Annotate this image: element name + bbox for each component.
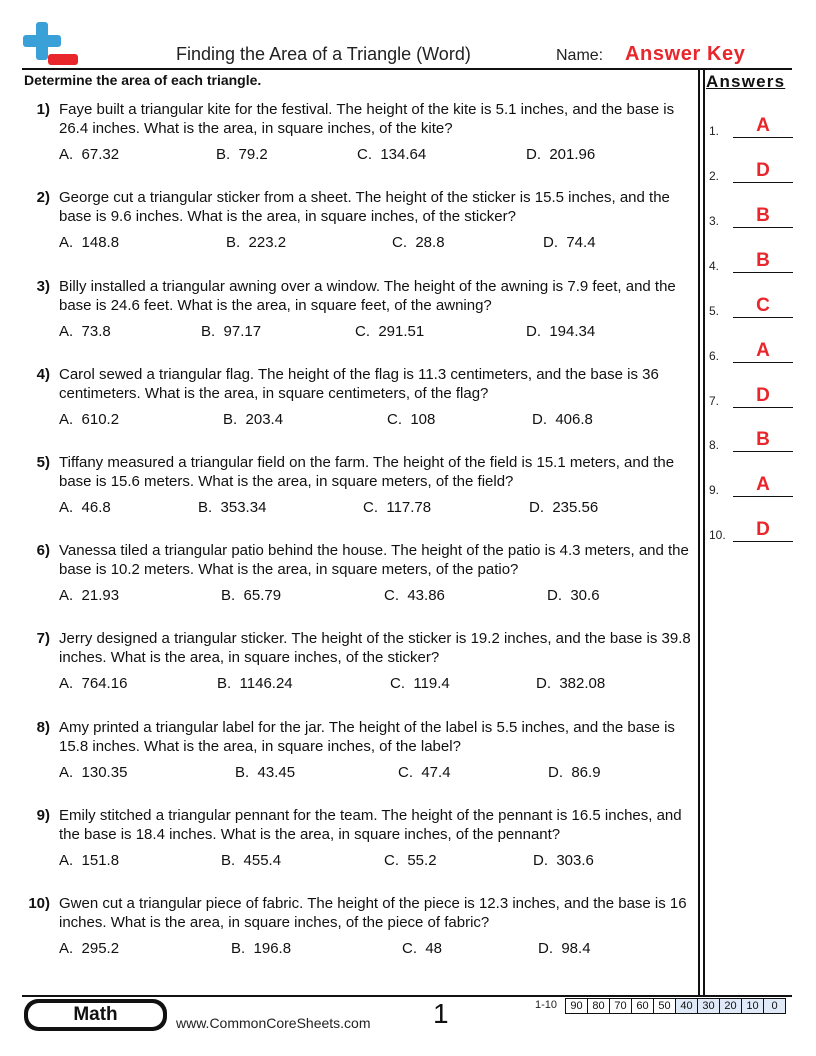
question-number: 3) — [36, 278, 50, 295]
choice-c[interactable]: C. 134.64 — [357, 146, 427, 163]
answer-item — [709, 519, 793, 542]
choice-d[interactable]: D. 235.56 — [529, 499, 599, 516]
question-text: Faye built a triangular kite for the festival. The height of the kite is 5.1 inches, and the base is 26.4 inches. What is the area, in square inches, of the kite? — [59, 101, 675, 137]
answer-value: C — [756, 295, 770, 316]
answers-heading: Answers — [706, 72, 786, 91]
answer-line — [733, 137, 793, 138]
choice-c[interactable]: C. 48 — [402, 940, 443, 957]
answer-line — [733, 272, 793, 273]
question-text: Billy installed a triangular awning over a window. The height of the awning is 7.9 feet, and the base is 24.6 feet. What is the area, in square feet, of the awning? — [59, 278, 676, 314]
answer-line — [733, 541, 793, 542]
answer-line — [733, 227, 793, 228]
choice-c[interactable]: C. 108 — [387, 411, 436, 428]
choice-c[interactable]: C. 117.78 — [363, 499, 432, 516]
answer-line — [733, 182, 793, 183]
choice-b[interactable]: B. 1146.24 — [217, 675, 293, 692]
choice-a[interactable]: A. 73.8 — [59, 323, 111, 340]
answer-line — [733, 317, 793, 318]
question-text: Vanessa tiled a triangular patio behind the house. The height of the patio is 4.3 meters, and the base is 10.2 meters. What is the area, in square meters, of the patio? — [59, 542, 689, 578]
question-text: Amy printed a triangular label for the jar. The height of the label is 5.5 inches, and the base is 15.8 inches. What is the area, in square inches, of the label? — [59, 719, 675, 755]
answer-number: 8. — [709, 438, 720, 452]
score-cell: 10 — [742, 999, 764, 1014]
answer-item — [709, 340, 793, 363]
answer-number: 1. — [709, 124, 720, 138]
choice-b[interactable]: B. 97.17 — [201, 323, 262, 340]
choice-b[interactable]: B. 196.8 — [231, 940, 292, 957]
choice-d[interactable]: D. 98.4 — [538, 940, 591, 957]
choice-a[interactable]: A. 295.2 — [59, 940, 120, 957]
choice-b[interactable]: B. 79.2 — [216, 146, 268, 163]
header-divider — [22, 68, 792, 70]
choice-a[interactable]: A. 148.8 — [59, 234, 120, 251]
answer-value: A — [756, 340, 770, 361]
question-text: Emily stitched a triangular pennant for the team. The height of the pennant is 16.5 inches, and the base is 18.4 inches. What is the area, in square inches, of the pennant? — [59, 807, 682, 843]
answer-column-divider-inner — [703, 68, 705, 996]
answer-value: B — [756, 429, 770, 450]
answer-number: 5. — [709, 304, 720, 318]
answer-item — [709, 205, 793, 228]
answer-number: 10. — [709, 528, 726, 542]
question-text: Carol sewed a triangular flag. The height of the flag is 11.3 centimeters, and the base is 36 centimeters. What is the area, in square centimeters, of the flag? — [59, 366, 659, 402]
worksheet-title: Finding the Area of a Triangle (Word) — [176, 44, 471, 64]
question-text: Jerry designed a triangular sticker. The height of the sticker is 19.2 inches, and the base is 39.8 inches. What is the area, in square inches, of the sticker? — [59, 630, 691, 666]
choice-c[interactable]: C. 291.51 — [355, 323, 425, 340]
score-cell: 20 — [720, 999, 742, 1014]
subject-label: Math — [28, 1003, 163, 1027]
choice-a[interactable]: A. 67.32 — [59, 146, 120, 163]
question-text: Tiffany measured a triangular field on the farm. The height of the field is 15.1 meters, and the base is 15.6 meters. What is the area, in square meters, of the field? — [59, 454, 675, 490]
answer-item — [709, 429, 793, 452]
choice-b[interactable]: B. 65.79 — [221, 587, 282, 604]
answer-line — [733, 451, 793, 452]
name-label: Name: — [556, 47, 604, 64]
score-cell: 80 — [588, 999, 610, 1014]
answer-value: A — [756, 115, 770, 136]
question-number: 9) — [36, 807, 50, 824]
answer-number: 7. — [709, 394, 720, 408]
answer-value: D — [756, 385, 770, 406]
choice-c[interactable]: C. 55.2 — [384, 852, 437, 869]
answer-item — [709, 115, 793, 138]
choice-a[interactable]: A. 130.35 — [59, 764, 128, 781]
question-number: 2) — [36, 189, 50, 206]
choice-c[interactable]: C. 47.4 — [398, 764, 451, 781]
choice-a[interactable]: A. 764.16 — [59, 675, 128, 692]
choice-d[interactable]: D. 303.6 — [533, 852, 594, 869]
choice-c[interactable]: C. 119.4 — [390, 675, 450, 692]
score-cell: 90 — [566, 999, 588, 1014]
choice-a[interactable]: A. 21.93 — [59, 587, 120, 604]
choice-a[interactable]: A. 610.2 — [59, 411, 120, 428]
answer-item — [709, 385, 793, 408]
score-cell: 0 — [764, 999, 786, 1014]
choice-c[interactable]: C. 28.8 — [392, 234, 445, 251]
choice-d[interactable]: D. 406.8 — [532, 411, 593, 428]
answer-item — [709, 295, 793, 318]
question-text: Gwen cut a triangular piece of fabric. The height of the piece is 12.3 inches, and the base is 16 inches. What is the area, in square inches, of the piece of fabric? — [59, 895, 687, 931]
question-text: George cut a triangular sticker from a sheet. The height of the sticker is 15.5 inches, and the base is 9.6 inches. What is the area, in square inches, of the sticker? — [59, 189, 670, 225]
answer-item — [709, 474, 793, 497]
answer-number: 9. — [709, 483, 720, 497]
answer-number: 4. — [709, 259, 720, 273]
answer-number: 6. — [709, 349, 720, 363]
choice-a[interactable]: A. 151.8 — [59, 852, 120, 869]
choice-d[interactable]: D. 86.9 — [548, 764, 601, 781]
score-table — [565, 998, 786, 1014]
score-cell: 70 — [610, 999, 632, 1014]
question-number: 8) — [36, 719, 50, 736]
answer-item — [709, 160, 793, 183]
score-cell: 50 — [654, 999, 676, 1014]
choice-b[interactable]: B. 203.4 — [223, 411, 284, 428]
score-range-label: 1-10 — [535, 999, 558, 1011]
question-number: 6) — [36, 542, 50, 559]
instructions: Determine the area of each triangle. — [24, 72, 262, 88]
question-number: 4) — [36, 366, 50, 383]
choice-d[interactable]: D. 201.96 — [526, 146, 596, 163]
choice-b[interactable]: B. 455.4 — [221, 852, 282, 869]
score-cell: 30 — [698, 999, 720, 1014]
plus-minus-logo-icon — [22, 22, 80, 66]
answer-line — [733, 496, 793, 497]
website-link[interactable]: www.CommonCoreSheets.com — [176, 1015, 371, 1031]
subject-badge — [24, 999, 167, 1031]
answer-number: 3. — [709, 214, 720, 228]
choice-b[interactable]: B. 353.34 — [198, 499, 267, 516]
answer-line — [733, 407, 793, 408]
question-number: 7) — [36, 630, 50, 647]
answer-value: D — [756, 519, 770, 540]
page-number: 1 — [433, 998, 449, 1029]
answer-value: B — [756, 250, 770, 271]
answer-item — [709, 250, 793, 273]
answer-line — [733, 362, 793, 363]
choice-c[interactable]: C. 43.86 — [384, 587, 445, 604]
question-number: 1) — [36, 101, 50, 118]
question-number: 10) — [28, 895, 50, 912]
question-number: 5) — [36, 454, 50, 471]
footer-divider — [22, 995, 792, 997]
choice-d[interactable]: D. 382.08 — [536, 675, 606, 692]
choice-b[interactable]: B. 223.2 — [226, 234, 287, 251]
score-cell: 40 — [676, 999, 698, 1014]
answer-key-label: Answer Key — [625, 43, 746, 65]
score-cell: 60 — [632, 999, 654, 1014]
answer-value: D — [756, 160, 770, 181]
answer-value: A — [756, 474, 770, 495]
answer-value: B — [756, 205, 770, 226]
choice-a[interactable]: A. 46.8 — [59, 499, 111, 516]
answer-number: 2. — [709, 169, 720, 183]
choice-d[interactable]: D. 30.6 — [547, 587, 600, 604]
choice-d[interactable]: D. 194.34 — [526, 323, 596, 340]
choice-b[interactable]: B. 43.45 — [235, 764, 296, 781]
choice-d[interactable]: D. 74.4 — [543, 234, 596, 251]
